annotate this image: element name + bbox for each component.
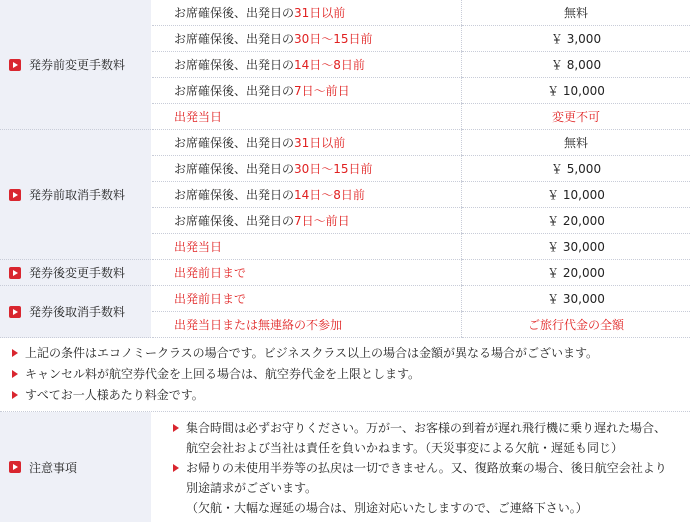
condition-prefix: お席確保後、出発日の <box>174 162 295 176</box>
condition-highlight: 7日～前日 <box>294 214 350 228</box>
condition-cell <box>152 182 462 208</box>
caution-label: 注意事項 <box>29 460 78 475</box>
condition-cell <box>152 156 462 182</box>
condition-highlight: 出発前日まで <box>174 266 247 280</box>
condition-highlight: 7日～前日 <box>294 84 350 98</box>
condition-cell <box>152 234 462 260</box>
condition-prefix: お席確保後、出発日の <box>174 188 295 202</box>
arrow-right-icon <box>9 267 21 279</box>
caution-text: 別途請求がございます。 <box>186 481 318 495</box>
price-cell: 無料 <box>462 130 690 156</box>
condition-cell <box>152 78 462 104</box>
price-cell: ￥ 10,000 <box>462 78 690 104</box>
caution-label-cell <box>0 412 151 522</box>
condition-cell <box>152 260 462 286</box>
condition-prefix: お席確保後、出発日の <box>174 136 295 150</box>
condition-highlight: 31日以前 <box>294 6 346 20</box>
section-label: 発券後変更手数料 <box>29 266 126 280</box>
condition-highlight: 14日～8日前 <box>294 58 365 72</box>
condition-highlight: 14日～8日前 <box>294 188 365 202</box>
condition-prefix: お席確保後、出発日の <box>174 32 295 46</box>
section-label-cell <box>0 286 152 338</box>
arrow-right-icon <box>9 59 21 71</box>
price-cell: ￥ 30,000 <box>462 234 690 260</box>
section-label: 発券前取消手数料 <box>29 188 126 202</box>
condition-highlight: 出発当日 <box>174 240 223 254</box>
price-cell: ￥ 5,000 <box>462 156 690 182</box>
note-text: 上記の条件はエコノミークラスの場合です。ビジネスクラス以上の場合は金額が異なる場合がございます。 <box>25 346 599 360</box>
price-cell: ￥ 20,000 <box>462 260 690 286</box>
fee-row <box>0 0 690 26</box>
fee-row <box>0 286 690 312</box>
caution-text: お帰りの未使用半券等の払戻は一切できません。又、復路放棄の場合、後日航空会社より <box>186 461 667 475</box>
condition-cell <box>152 26 462 52</box>
condition-cell <box>152 52 462 78</box>
note-item <box>12 384 690 405</box>
triangle-bullet-icon <box>12 370 18 378</box>
condition-highlight: 出発当日または無連絡の不参加 <box>174 318 343 332</box>
triangle-bullet-icon <box>12 391 18 399</box>
condition-cell <box>152 312 462 338</box>
caution-text: 航空会社および当社は責任を負いかねます。（天災事変による欠航・遅延も同じ） <box>186 441 624 455</box>
section-label-cell <box>0 0 152 130</box>
price-cell: ￥ 10,000 <box>462 182 690 208</box>
condition-highlight: 30日～15日前 <box>294 32 373 46</box>
triangle-bullet-icon <box>173 464 179 472</box>
arrow-right-icon <box>9 189 21 201</box>
condition-prefix: お席確保後、出発日の <box>174 214 295 228</box>
condition-highlight: 30日～15日前 <box>294 162 373 176</box>
fee-row <box>0 260 690 286</box>
arrow-right-icon <box>9 306 21 318</box>
caution-section <box>0 412 690 522</box>
condition-cell <box>152 208 462 234</box>
triangle-bullet-icon <box>173 424 179 432</box>
price-cell: ご旅行代金の全額 <box>462 312 690 338</box>
price-cell: 変更不可 <box>462 104 690 130</box>
condition-highlight: 31日以前 <box>294 136 346 150</box>
caution-text: 集合時間は必ずお守りください。万が一、お客様の到着が遅れ飛行機に乗り遅れた場合、 <box>186 421 667 435</box>
caution-text: （欠航・大幅な遅延の場合は、別途対応いたしますので、ご連絡下さい。） <box>186 501 588 515</box>
note-text: すべてお一人様あたり料金です。 <box>25 388 204 402</box>
notes-list <box>0 338 690 412</box>
fee-row <box>0 130 690 156</box>
condition-prefix: お席確保後、出発日の <box>174 84 295 98</box>
caution-item <box>173 458 667 478</box>
arrow-right-icon <box>9 461 21 473</box>
triangle-bullet-icon <box>12 349 18 357</box>
section-label-cell <box>0 130 152 260</box>
condition-cell <box>152 130 462 156</box>
caution-item <box>173 418 667 438</box>
price-cell: ￥ 20,000 <box>462 208 690 234</box>
condition-highlight: 出発前日まで <box>174 292 247 306</box>
price-cell: ￥ 3,000 <box>462 26 690 52</box>
condition-prefix: お席確保後、出発日の <box>174 58 295 72</box>
price-cell: ￥ 30,000 <box>462 286 690 312</box>
section-label-cell <box>0 260 152 286</box>
note-item <box>12 342 690 363</box>
price-cell: 無料 <box>462 0 690 26</box>
section-label: 発券前変更手数料 <box>29 58 126 72</box>
section-label: 発券後取消手数料 <box>29 305 126 319</box>
condition-highlight: 出発当日 <box>174 110 223 124</box>
price-cell: ￥ 8,000 <box>462 52 690 78</box>
condition-cell <box>152 104 462 130</box>
note-item <box>12 363 690 384</box>
caution-body <box>151 412 667 522</box>
condition-prefix: お席確保後、出発日の <box>174 6 295 20</box>
condition-cell <box>152 0 462 26</box>
note-text: キャンセル料が航空券代金を上回る場合は、航空券代金を上限とします。 <box>25 367 421 381</box>
condition-cell <box>152 286 462 312</box>
